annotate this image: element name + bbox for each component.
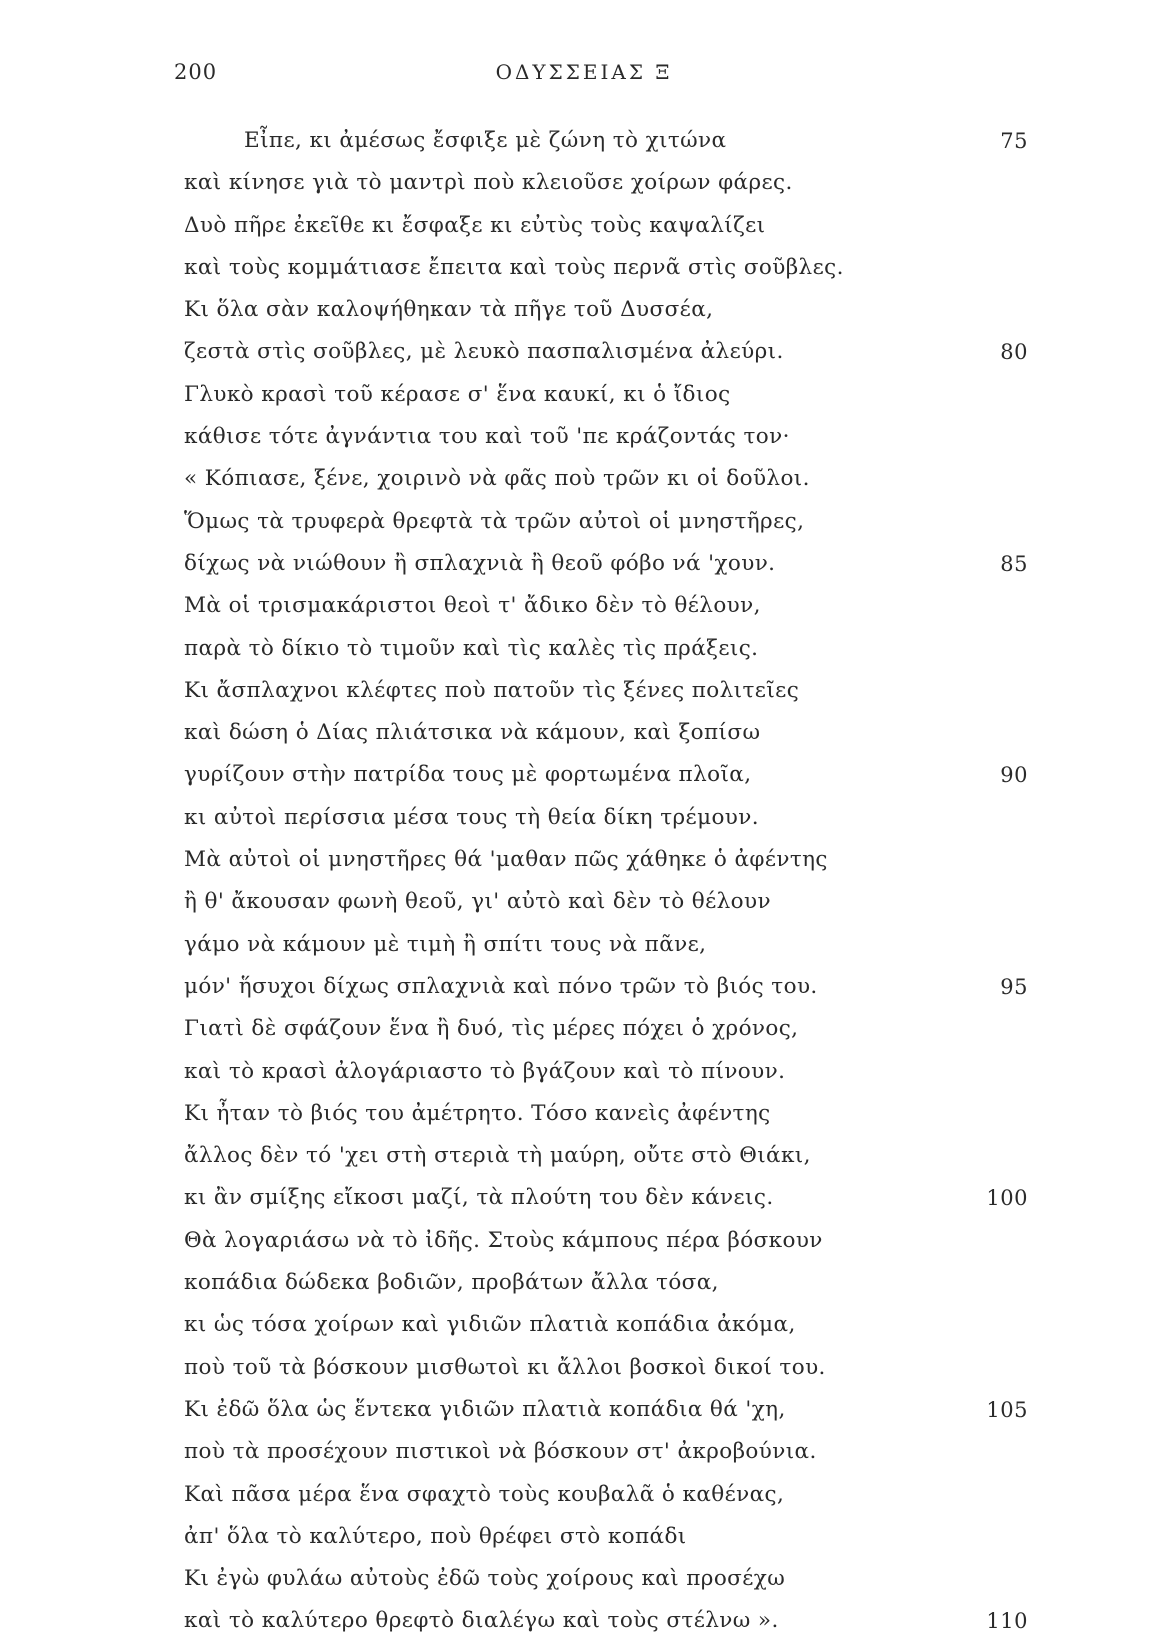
- verse-text: Δυὸ πῆρε ἐκεῖθε κι ἔσφαξε κι εὐτὺς τοὺς καψαλίζει: [184, 212, 766, 238]
- verse-text: κι ἂν σμίξης εἴκοσι μαζί, τὰ πλούτη του δὲν κάνεις.: [184, 1185, 774, 1211]
- verse-line: [0, 247, 1168, 289]
- verse-text: δίχως νὰ νιώθουν ἢ σπλαχνιὰ ἢ θεοῦ φόβο νά 'χουν.: [184, 550, 776, 576]
- verse-line: [0, 1220, 1168, 1262]
- running-title: ΟΔΥΣΣΕΙΑΣ Ξ: [495, 60, 673, 84]
- line-number: 90: [1000, 763, 1028, 788]
- line-number: 105: [986, 1397, 1028, 1422]
- verse-text: ζεστὰ στὶς σοῦβλες, μὲ λευκὸ πασπαλισμένα ἀλεύρι.: [184, 339, 784, 365]
- verse-line: [0, 1474, 1168, 1516]
- verse-text: καὶ δώση ὁ Δίας πλιάτσικα νὰ κάμουν, καὶ ξοπίσω: [184, 720, 761, 746]
- verse-line: [0, 1347, 1168, 1389]
- verse-line: [0, 1558, 1168, 1600]
- verse-line: [0, 670, 1168, 712]
- page-number: 200: [174, 60, 218, 84]
- verse-text: Θὰ λογαριάσω νὰ τὸ ἰδῆς. Στοὺς κάμπους πέρα βόσκουν: [184, 1227, 823, 1253]
- verse-line: [0, 628, 1168, 670]
- verse-line: [0, 839, 1168, 881]
- verse-line: [0, 501, 1168, 543]
- verse-line: [0, 374, 1168, 416]
- verse-line: [0, 1389, 1168, 1431]
- verse-line: [0, 585, 1168, 627]
- verse-text: καὶ κίνησε γιὰ τὸ μαντρὶ ποὺ κλειοῦσε χοίρων φάρες.: [184, 170, 793, 196]
- verse-line: [0, 1093, 1168, 1135]
- verse-text: μόν' ἥσυχοι δίχως σπλαχνιὰ καὶ πόνο τρῶν τὸ βιός του.: [184, 973, 818, 999]
- verse-text: γάμο νὰ κάμουν μὲ τιμὴ ἢ σπίτι τους νὰ πᾶνε,: [184, 931, 707, 957]
- verse-text: ἢ θ' ἄκουσαν φωνὴ θεοῦ, γι' αὐτὸ καὶ δὲν τὸ θέλουν: [184, 889, 771, 915]
- verse-line: [0, 1304, 1168, 1346]
- line-number: 95: [1000, 974, 1028, 999]
- verse-line: [0, 1135, 1168, 1177]
- verse-text: Καὶ πᾶσα μέρα ἕνα σφαχτὸ τοὺς κουβαλᾶ ὁ καθένας,: [184, 1481, 785, 1507]
- line-number: 75: [1000, 129, 1028, 153]
- verse-text: κοπάδια δώδεκα βοδιῶν, προβάτων ἄλλα τόσα,: [184, 1270, 719, 1296]
- verse-line: [0, 458, 1168, 500]
- verse-text: κάθισε τότε ἀγνάντια του καὶ τοῦ 'πε κράζοντάς τον·: [184, 424, 790, 450]
- verse-block: [0, 120, 1168, 1643]
- verse-text: Ὅμως τὰ τρυφερὰ θρεφτὰ τὰ τρῶν αὐτοὶ οἱ μνηστῆρες,: [184, 508, 805, 534]
- line-number: 80: [1000, 340, 1028, 365]
- verse-text: Γιατὶ δὲ σφάζουν ἕνα ἢ δυό, τὶς μέρες πόχει ὁ χρόνος,: [184, 1016, 799, 1042]
- verse-text: Κι ὅλα σὰν καλοψήθηκαν τὰ πῆγε τοῦ Δυσσέα,: [184, 297, 714, 323]
- verse-line: [0, 754, 1168, 796]
- line-number: 85: [1000, 551, 1028, 576]
- verse-line: [0, 881, 1168, 923]
- verse-text: καὶ τοὺς κομμάτιασε ἔπειτα καὶ τοὺς περνᾶ στὶς σοῦβλες.: [184, 254, 844, 280]
- verse-line: [0, 1262, 1168, 1304]
- verse-line: [0, 1431, 1168, 1473]
- verse-line: [0, 120, 1168, 162]
- verse-line: [0, 331, 1168, 373]
- verse-line: [0, 1516, 1168, 1558]
- verse-text: ἀπ' ὅλα τὸ καλύτερο, ποὺ θρέφει στὸ κοπάδι: [184, 1523, 687, 1549]
- verse-line: [0, 1008, 1168, 1050]
- verse-line: [0, 1051, 1168, 1093]
- line-number: 100: [986, 1186, 1028, 1211]
- verse-text: Μὰ αὐτοὶ οἱ μνηστῆρες θά 'μαθαν πῶς χάθηκε ὁ ἀφέντης: [184, 847, 828, 873]
- verse-line: [0, 416, 1168, 458]
- verse-text: ποὺ τὰ προσέχουν πιστικοὶ νὰ βόσκουν στ' ἀκροβούνια.: [184, 1439, 817, 1465]
- verse-text: Μὰ οἱ τρισμακάριστοι θεοὶ τ' ἄδικο δὲν τὸ θέλουν,: [184, 593, 761, 619]
- verse-text: γυρίζουν στὴν πατρίδα τους μὲ φορτωμένα πλοῖα,: [184, 762, 752, 788]
- verse-line: [0, 1600, 1168, 1642]
- verse-line: [0, 966, 1168, 1008]
- verse-text: καὶ τὸ κρασὶ ἀλογάριαστο τὸ βγάζουν καὶ τὸ πίνουν.: [184, 1058, 786, 1084]
- verse-text: παρὰ τὸ δίκιο τὸ τιμοῦν καὶ τὶς καλὲς τὶς πράξεις.: [184, 635, 759, 661]
- verse-line: [0, 924, 1168, 966]
- verse-text: κι ὡς τόσα χοίρων καὶ γιδιῶν πλατιὰ κοπάδια ἀκόμα,: [184, 1312, 796, 1338]
- verse-text: καὶ τὸ καλύτερο θρεφτὸ διαλέγω καὶ τοὺς στέλνω ».: [184, 1608, 779, 1634]
- verse-line: [0, 712, 1168, 754]
- verse-text: Κι ἦταν τὸ βιός του ἀμέτρητο. Τόσο κανεὶς ἀφέντης: [184, 1100, 771, 1126]
- verse-line: [0, 205, 1168, 247]
- verse-text: ἄλλος δὲν τό 'χει στὴ στεριὰ τὴ μαύρη, οὔτε στὸ Θιάκι,: [184, 1143, 811, 1169]
- verse-text: Γλυκὸ κρασὶ τοῦ κέρασε σ' ἕνα καυκί, κι ὁ ἴδιος: [184, 381, 731, 407]
- verse-text: κι αὐτοὶ περίσσια μέσα τους τὴ θεία δίκη τρέμουν.: [184, 804, 759, 830]
- verse-text: Εἶπε, κι ἀμέσως ἔσφιξε μὲ ζώνη τὸ χιτώνα: [244, 128, 727, 153]
- verse-line: [0, 162, 1168, 204]
- verse-text: Κι ἐγὼ φυλάω αὐτοὺς ἐδῶ τοὺς χοίρους καὶ προσέχω: [184, 1566, 786, 1592]
- verse-text: ποὺ τοῦ τὰ βόσκουν μισθωτοὶ κι ἄλλοι βοσκοὶ δικοί του.: [184, 1354, 826, 1380]
- verse-line: [0, 1177, 1168, 1219]
- verse-text: Κι ἄσπλαχνοι κλέφτες ποὺ πατοῦν τὶς ξένες πολιτεῖες: [184, 677, 800, 703]
- page-header: [0, 52, 1168, 92]
- verse-text: « Κόπιασε, ξένε, χοιρινὸ νὰ φᾶς ποὺ τρῶν κι οἱ δοῦλοι.: [184, 466, 810, 492]
- verse-text: Κι ἐδῶ ὅλα ὡς ἕντεκα γιδιῶν πλατιὰ κοπάδια θά 'χη,: [184, 1396, 786, 1422]
- line-number: 110: [986, 1609, 1028, 1634]
- verse-line: [0, 543, 1168, 585]
- verse-line: [0, 797, 1168, 839]
- verse-line: [0, 289, 1168, 331]
